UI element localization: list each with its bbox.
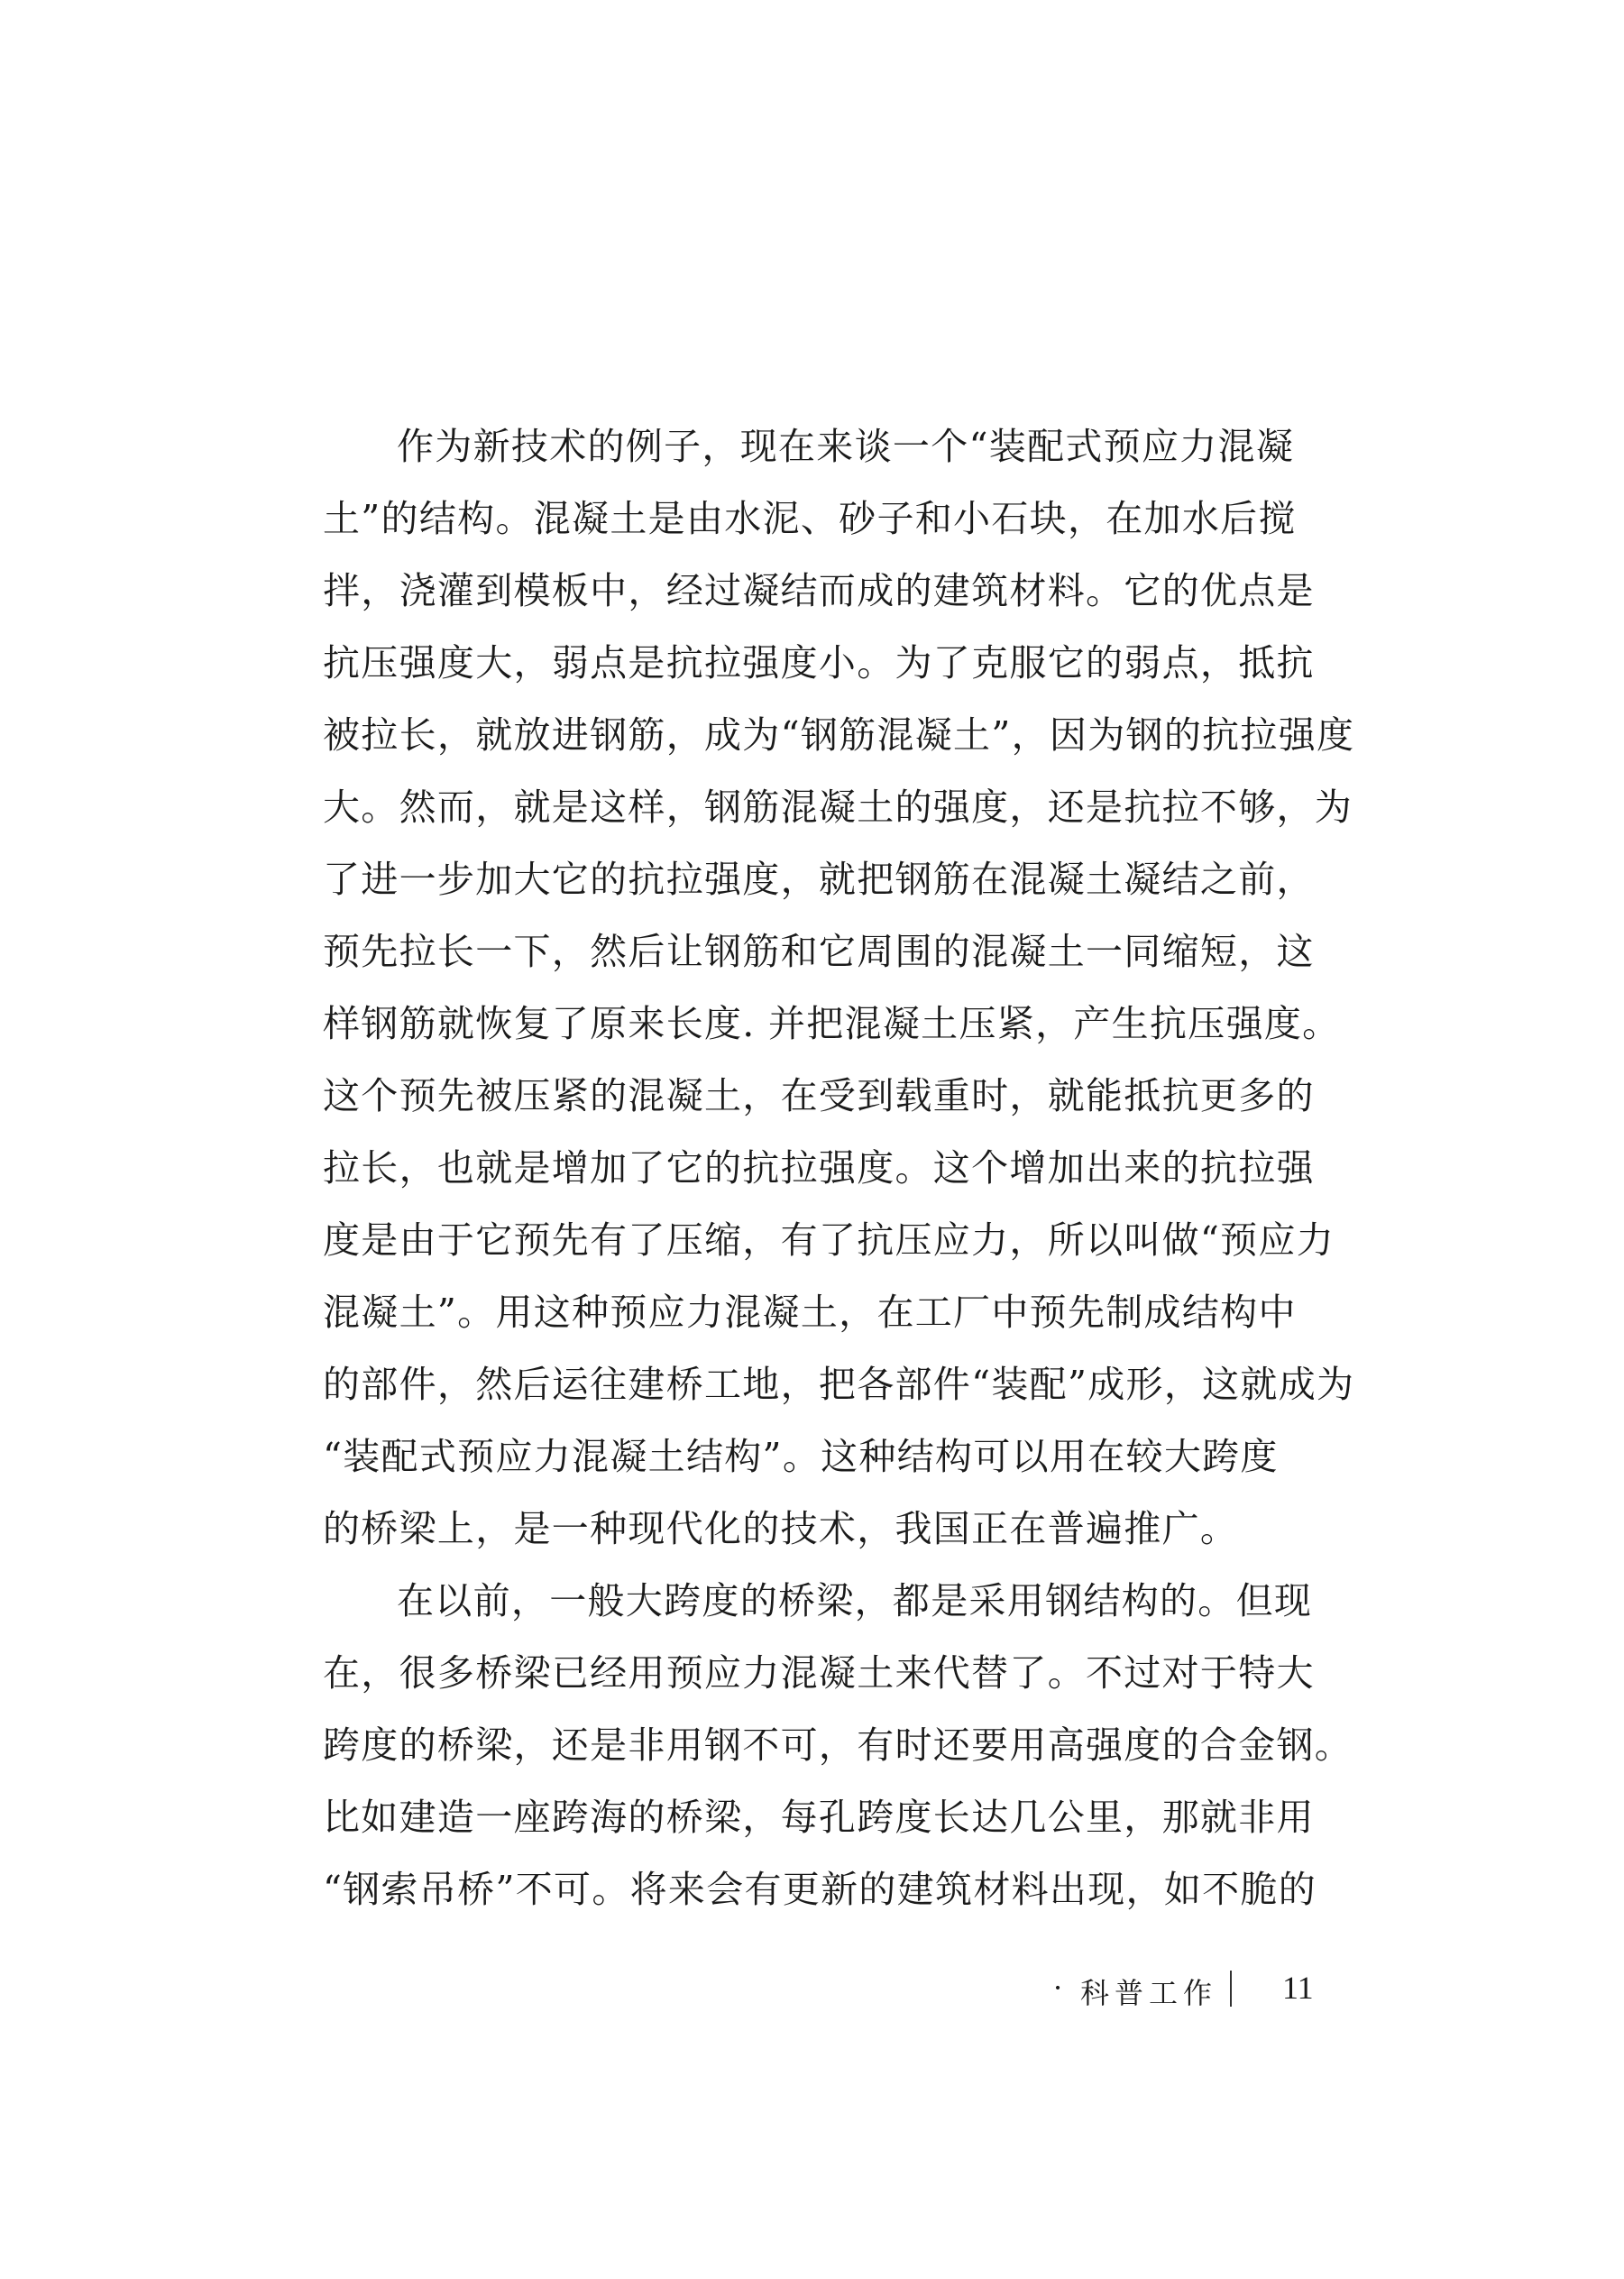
text-line: 预先拉长一下，然后让钢筋和它周围的混凝土一同缩短，这 bbox=[323, 930, 1315, 973]
text-line: “钢索吊桥”不可。将来会有更新的建筑材料出现，如不脆的 bbox=[323, 1868, 1317, 1911]
paragraph-1 bbox=[323, 410, 1355, 1565]
text-line: 被拉长，就放进钢筋，成为“钢筋混凝土”，因为钢的抗拉强度 bbox=[323, 713, 1355, 757]
bullet-icon: · bbox=[1053, 1971, 1063, 2005]
text-line: 土”的结构。混凝土是由水泥、砂子和小石块，在加水后搅 bbox=[323, 497, 1297, 540]
text-line: 抗压强度大，弱点是抗拉强度小。为了克服它的弱点，抵抗 bbox=[323, 641, 1315, 685]
text-line: 的部件，然后运往建桥工地，把各部件“装配”成形，这就成为 bbox=[323, 1363, 1355, 1406]
text-line: 比如建造一座跨海的桥梁，每孔跨度长达几公里，那就非用 bbox=[323, 1796, 1315, 1839]
text-line: 样钢筋就恢复了原来长度. 并把混凝土压紧，产生抗压强度。 bbox=[323, 1002, 1341, 1045]
text-line: 作为新技术的例子，现在来谈一个“装配式预应力混凝 bbox=[397, 425, 1295, 468]
page-number: 11 bbox=[1282, 1970, 1314, 2006]
paragraph-2 bbox=[323, 1565, 1353, 1925]
text-line: 在以前，一般大跨度的桥梁，都是采用钢结构的。但现 bbox=[397, 1579, 1313, 1622]
text-line: 的桥梁上，是一种现代化的技术，我国正在普遍推广。 bbox=[323, 1507, 1239, 1550]
text-line: 拉长，也就是增加了它的抗拉强度。这个增加出来的抗拉强 bbox=[323, 1146, 1315, 1190]
text-line: 在，很多桥梁已经用预应力混凝土来代替了。不过对于特大 bbox=[323, 1651, 1315, 1695]
page-body bbox=[323, 410, 1355, 1925]
footer-divider bbox=[1230, 1971, 1232, 2007]
text-line: “装配式预应力混凝土结构”。这种结构可以用在较大跨度 bbox=[323, 1435, 1279, 1478]
text-line: 混凝土”。用这种预应力混凝土，在工厂中预先制成结构中 bbox=[323, 1291, 1297, 1334]
page-footer bbox=[1046, 1971, 1335, 2016]
text-line: 跨度的桥梁，还是非用钢不可，有时还要用高强度的合金钢。 bbox=[323, 1723, 1353, 1767]
section-title: 科普工作 bbox=[1080, 1976, 1218, 2010]
text-line: 大。然而，就是这样，钢筋混凝土的强度，还是抗拉不够，为 bbox=[323, 786, 1353, 829]
text-line: 这个预先被压紧的混凝土，在受到载重时，就能抵抗更多的 bbox=[323, 1074, 1315, 1117]
text-line: 度是由于它预先有了压缩，有了抗压应力，所以叫做“预应力 bbox=[323, 1218, 1335, 1262]
text-line: 拌，浇灌到模板中，经过凝结而成的建筑材料。它的优点是 bbox=[323, 569, 1315, 612]
text-line: 了进一步加大它的抗拉强度，就把钢筋在混凝土凝结之前， bbox=[323, 858, 1315, 901]
